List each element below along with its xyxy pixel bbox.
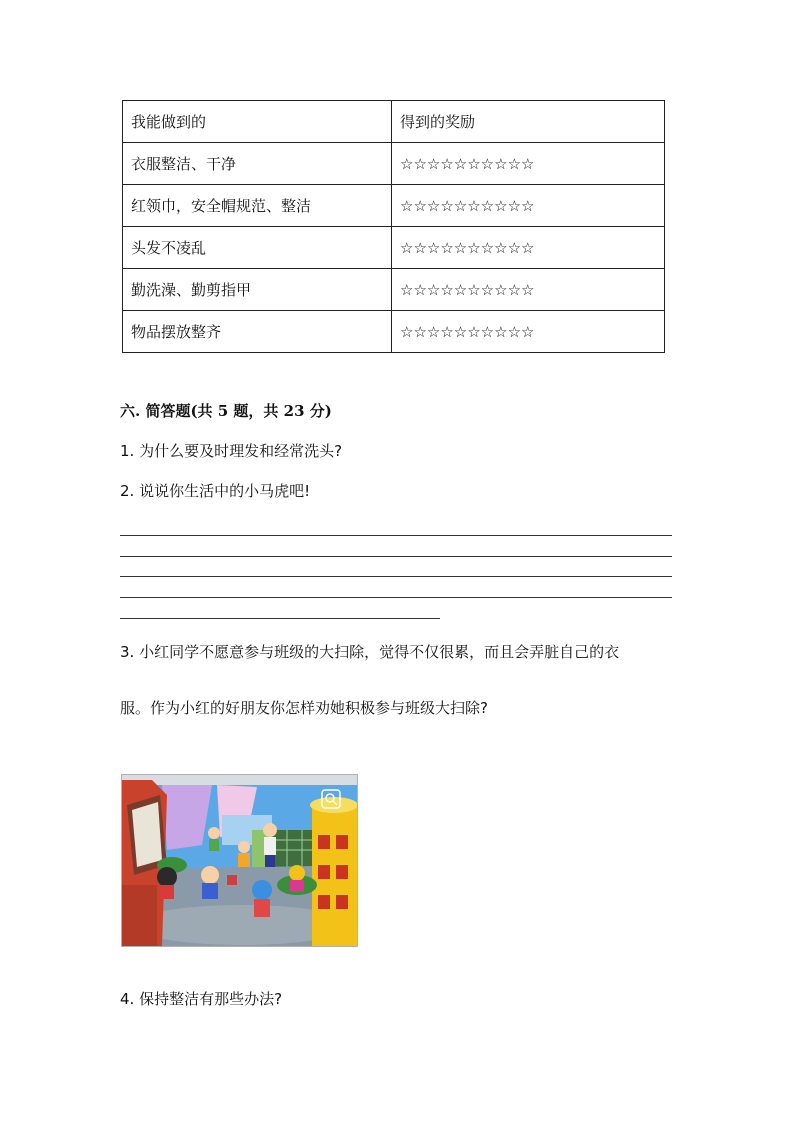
table-row [123, 227, 665, 269]
row-stars: ☆☆☆☆☆☆☆☆☆☆ [392, 185, 665, 227]
answer-line [120, 556, 672, 557]
question-2: 2. 说说你生活中的小马虎吧! [120, 482, 311, 500]
table-row [123, 143, 665, 185]
cleaning-cartoon-image [121, 774, 358, 947]
answer-line [120, 535, 672, 536]
row-stars: ☆☆☆☆☆☆☆☆☆☆ [392, 227, 665, 269]
question-3-line-1: 3. 小红同学不愿意参与班级的大扫除，觉得不仅很累，而且会弄脏自己的衣 [120, 643, 620, 661]
row-item: 物品摆放整齐 [123, 311, 392, 353]
table-header-row [123, 101, 665, 143]
row-item: 头发不凌乱 [123, 227, 392, 269]
row-item: 衣服整洁、干净 [123, 143, 392, 185]
section-title: 六. 简答题(共 5 题，共 23 分) [120, 402, 332, 420]
question-4: 4. 保持整洁有那些办法? [120, 990, 283, 1008]
header-can-do: 我能做到的 [123, 101, 392, 143]
reward-table [122, 100, 665, 353]
row-item: 勤洗澡、勤剪指甲 [123, 269, 392, 311]
answer-line [120, 597, 672, 598]
question-1: 1. 为什么要及时理发和经常洗头? [120, 442, 343, 460]
row-stars: ☆☆☆☆☆☆☆☆☆☆ [392, 269, 665, 311]
table-row [123, 185, 665, 227]
row-item: 红领巾，安全帽规范、整洁 [123, 185, 392, 227]
table-row [123, 269, 665, 311]
row-stars: ☆☆☆☆☆☆☆☆☆☆ [392, 143, 665, 185]
cartoon-illustration [122, 775, 357, 946]
table-row [123, 311, 665, 353]
row-stars: ☆☆☆☆☆☆☆☆☆☆ [392, 311, 665, 353]
answer-line [120, 618, 440, 619]
question-3-line-2: 服。作为小红的好朋友你怎样劝她积极参与班级大扫除? [120, 699, 488, 717]
header-reward: 得到的奖励 [392, 101, 665, 143]
answer-line [120, 576, 672, 577]
